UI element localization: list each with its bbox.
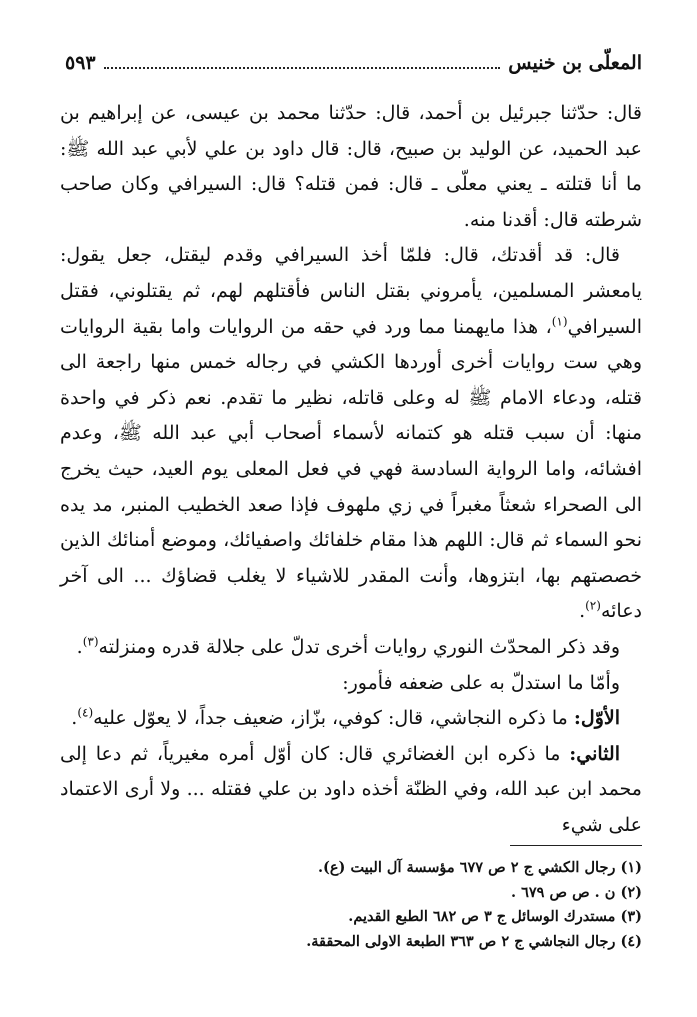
- paragraph-3-text: وقد ذكر المحدّث النوري روايات أخرى تدلّ على جلالة قدره ومنزلته: [98, 635, 620, 658]
- leader-dots: [104, 67, 501, 69]
- main-text: [60, 96, 642, 843]
- footnote-3: (٣) مستدرك الوسائل ج ٣ ص ٦٨٢ الطبع القديم.: [348, 908, 642, 925]
- paragraph-2-text-b: ، هذا مايهمنا مما ورد في حقه من الروايات واما بقية الروايات وهي ست روايات أخرى أوردها الكشي في رجاله خمس منها راجعة الى قتله، ودعاء الامام ﷺ له وعلى قاتله، نظير ما تقدم. نعم ذكر في واحدة منها: أن سبب قتله هو كتمانه لأسماء أصحاب أبي عبد الله ﷺ، وعدم افشائه، واما الرواية السادسة فهي في فعل المعلى يوم العيد، حيث يخرج الى الصحراء شعثاً مغبراً في زي ملهوف فإذا صعد الخطيب المنبر، مد يده نحو السماء ثم قال: اللهم هذا مقام خلفائك واصفيائك، وموضع أمنائك الذين خصصتهم بها، ابتزوها، وأنت المقدر للاشياء لا يغلب قضاؤك ... الى آخر دعائه: [60, 315, 642, 623]
- paragraph-5: [60, 701, 642, 737]
- page-number: ٥٩٣: [65, 52, 96, 74]
- running-header: [65, 46, 642, 80]
- footnote-ref-4[interactable]: (٤): [77, 705, 94, 720]
- paragraph-3-end: .: [76, 635, 83, 658]
- paragraph-3: [60, 630, 642, 666]
- footnote-ref-3[interactable]: (٣): [82, 634, 99, 649]
- paragraph-5-text: ما ذكره النجاشي، قال: كوفي، بزّاز، ضعيف جداً، لا يعوّل عليه: [93, 707, 574, 730]
- footnotes: [65, 856, 642, 954]
- footnote-divider: [510, 845, 642, 846]
- paragraph-4: [60, 666, 642, 702]
- paragraph-1-text: قال: حدّثنا جبرئيل بن أحمد، قال: حدّثنا محمد بن عيسى، عن إبراهيم بن عبد الحميد، عن الوليد بن صبيح، قال: قال داود بن علي لأبي عبد الله ﷺ: ما أنا قتلته ـ يعني معلّى ـ قال: فمن قتله؟ قال: السيرافي وكان صاحب شرطته قال: أقدنا منه.: [60, 102, 642, 231]
- second-reason-label: الثاني:: [569, 742, 620, 765]
- paragraph-5-end: .: [71, 707, 78, 730]
- footnote-2: (٢) ن . ص ص ٦٧٩ .: [510, 883, 642, 901]
- paragraph-6: [60, 737, 642, 844]
- paragraph-6-text: ما ذكره ابن الغضائري قال: كان أوّل أمره مغيرياً، ثم دعا إلى محمد ابن عبد الله، وفي الظنّة أخذه داود بن علي فقتله ... ولا أرى الاعتماد على شيء: [60, 742, 642, 836]
- footnote-ref-1[interactable]: (١): [551, 314, 568, 329]
- paragraph-2-text-c: .: [579, 600, 586, 623]
- footnote-1: (١) رجال الكشي ج ٢ ص ٦٧٧ مؤسسة آل البيت (ع).: [317, 859, 642, 876]
- paragraph-1: [60, 96, 642, 238]
- paragraph-2-text-a: قال: قد أقدتك، قال: فلمّا أخذ السيرافي وقدم ليقتل، جعل يقول: يامعشر المسلمين، يأمروني بقتل الناس فأقتلهم لهم، ثم يقتلوني، فقتل السيرافي: [60, 244, 642, 338]
- paragraph-4-text: وأمّا ما استدلّ به على ضعفه فأمور:: [342, 671, 620, 694]
- footnote-ref-2[interactable]: (٢): [585, 598, 601, 613]
- first-reason-label: الأوّل:: [573, 707, 620, 730]
- footnote-4: (٤) رجال النجاشي ج ٢ ص ٣٦٣ الطبعة الاولى المحققة.: [306, 932, 642, 950]
- paragraph-2: [60, 238, 642, 630]
- chapter-title: المعلّى بن خنيس: [508, 52, 642, 74]
